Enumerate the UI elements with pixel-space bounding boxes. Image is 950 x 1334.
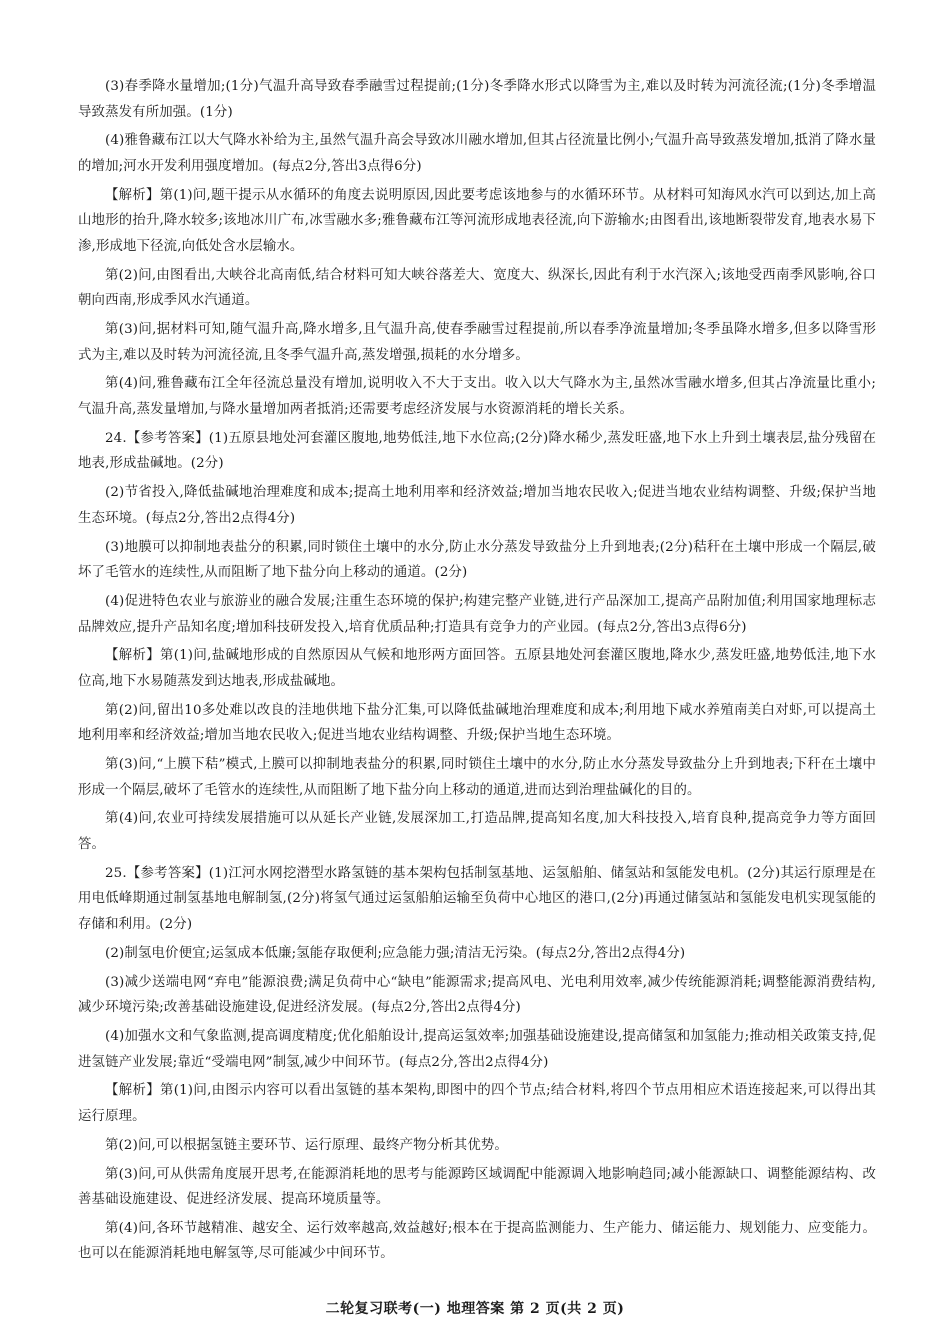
analysis-paragraph: 第(2)问,由图看出,大峡谷北高南低,结合材料可知大峡谷落差大、宽度大、纵深长,因此有利于水汽深入;该地受西南季风影响,谷口朝向西南,形成季风水汽通道。: [78, 267, 876, 309]
answer-paragraph: (2)节省投入,降低盐碱地治理难度和成本;提高土地利用率和经济效益;增加当地农民收入;促进当地农业结构调整、升级;保护当地生态环境。(每点2分,答出2点得4分): [78, 485, 876, 526]
question-25-answer: 25.【参考答案】(1)江河水网挖潜型水路氢链的基本架构包括制氢基地、运氢船舶、储氢站和氢能发电机。(2分)其运行原理是在用电低峰期通过制氢基地电解制氢,(2分)将氢气通过运氢船舶运输至负荷中心地区的港口,(2分)再通过储氢站和氢能发电机实现氢能的存储和利用。(2分): [78, 865, 876, 933]
page-footer: 二轮复习联考(一) 地理答案 第 2 页(共 2 页): [325, 1301, 625, 1317]
answer-paragraph: (4)雅鲁藏布江以大气降水补给为主,虽然气温升高会导致冰川融水增加,但其占径流量比例小;气温升高导致蒸发增加,抵消了降水量的增加;河水开发利用强度增加。(每点2分,答出3点得6分): [78, 133, 876, 174]
analysis-paragraph: 第(3)问,“上膜下秸”模式,上膜可以抑制地表盐分的积累,同时锁住土壤中的水分,防止水分蒸发导致盐分上升到地表;下秆在土壤中形成一个隔层,破坏了毛管水的连续性,从而阻断了地下盐分向上移动的通道,进而达到治理盐碱化的目的。: [78, 757, 876, 798]
answer-paragraph: (3)春季降水量增加;(1分)气温升高导致春季融雪过程提前;(1分)冬季降水形式以降雪为主,难以及时转为河流径流;(1分)冬季增温导致蒸发有所加强。(1分): [78, 79, 876, 120]
analysis-paragraph: 【解析】第(1)问,盐碱地形成的自然原因从气候和地形两方面回答。五原县地处河套灌区腹地,降水少,蒸发旺盛,地势低洼,地下水位高,地下水易随蒸发到达地表,形成盐碱地。: [78, 648, 876, 689]
answer-paragraph: (3)减少送端电网“弃电”能源浪费;满足负荷中心“缺电”能源需求;提高风电、光电利用效率,减少传统能源消耗;调整能源消费结构,减少环境污染;改善基础设施建设,促进经济发展。(每点2分,答出2点得4分): [78, 974, 876, 1016]
analysis-paragraph: 【解析】第(1)问,题干提示从水循环的角度去说明原因,因此要考虑该地参与的水循环环节。从材料可知海风水汽可以到达,加上高山地形的抬升,降水较多;该地冰川广布,冰雪融水多;雅鲁藏布江等河流形成地表径流,向下游输水;由图看出,该地断裂带发育,地表水易下渗,形成地下径流,向低处含水层输水。: [78, 187, 876, 254]
answer-paragraph: (3)地膜可以抑制地表盐分的积累,同时锁住土壤中的水分,防止水分蒸发导致盐分上升到地表;(2分)秸秆在土壤中形成一个隔层,破坏了毛管水的连续性,从而阻断了地下盐分向上移动的通道。(2分): [78, 539, 876, 581]
analysis-paragraph: 第(4)问,各环节越精准、越安全、运行效率越高,效益越好;根本在于提高监测能力、生产能力、储运能力、规划能力、应变能力。也可以在能源消耗地电解氢等,尽可能减少中间环节。: [78, 1220, 876, 1262]
answer-paragraph: (4)加强水文和气象监测,提高调度精度;优化船舶设计,提高运氢效率;加强基础设施建设,提高储氢和加氢能力;推动相关政策支持,促进氢链产业发展;靠近“受端电网”制氢,减少中间环节。(每点2分,答出2点得4分): [78, 1028, 876, 1070]
question-24-answer: 24.【参考答案】(1)五原县地处河套灌区腹地,地势低洼,地下水位高;(2分)降水稀少,蒸发旺盛,地下水上升到土壤表层,盐分残留在地表,形成盐碱地。(2分): [78, 430, 876, 472]
analysis-paragraph: 第(3)问,据材料可知,随气温升高,降水增多,且气温升高,使春季融雪过程提前,所以春季净流量增加;冬季虽降水增多,但多以降雪形式为主,难以及时转为河流径流,且冬季气温升高,蒸发增强,损耗的水分增多。: [78, 322, 876, 363]
answer-paragraph: (4)促进特色农业与旅游业的融合发展;注重生态环境的保护;构建完整产业链,进行产品深加工,提高产品附加值;利用国家地理标志品牌效应,提升产品知名度;增加科技研发投入,培育优质品种;打造具有竞争力的产业园。(每点2分,答出3点得6分): [78, 593, 876, 635]
analysis-paragraph: 第(3)问,可从供需角度展开思考,在能源消耗地的思考与能源跨区域调配中能源调入地影响趋同;减小能源缺口、调整能源结构、改善基础设施建设、促进经济发展、提高环境质量等。: [78, 1166, 876, 1208]
analysis-paragraph: 第(4)问,雅鲁藏布江全年径流总量没有增加,说明收入不大于支出。收入以大气降水为主,虽然冰雪融水增多,但其占净流量比重小;气温升高,蒸发量增加,与降水量增加两者抵消;还需要考虑经济发展与水资源消耗的增长关系。: [78, 376, 876, 418]
analysis-paragraph: 第(2)问,可以根据氢链主要环节、运行原理、最终产物分析其优势。: [105, 1137, 508, 1153]
answer-paragraph: (2)制氢电价便宜;运氢成本低廉;氢能存取便利;应急能力强;清洁无污染。(每点2分,答出2点得4分): [105, 945, 686, 961]
answer-body: [78, 74, 876, 1267]
analysis-paragraph: 【解析】第(1)问,由图示内容可以看出氢链的基本架构,即图中的四个节点;结合材料,将四个节点用相应术语连接起来,可以得出其运行原理。: [78, 1083, 876, 1124]
analysis-paragraph: 第(2)问,留出10多处难以改良的洼地供地下盐分汇集,可以降低盐碱地治理难度和成本;利用地下咸水养殖南美白对虾,可以提高土地利用率和经济效益;增加当地农民收入;促进当地农业结构调整、升级;保护当地生态环境。: [78, 702, 876, 744]
analysis-paragraph: 第(4)问,农业可持续发展措施可以从延长产业链,发展深加工,打造品牌,提高知名度,加大科技投入,培育良种,提高竞争力等方面回答。: [78, 811, 876, 853]
